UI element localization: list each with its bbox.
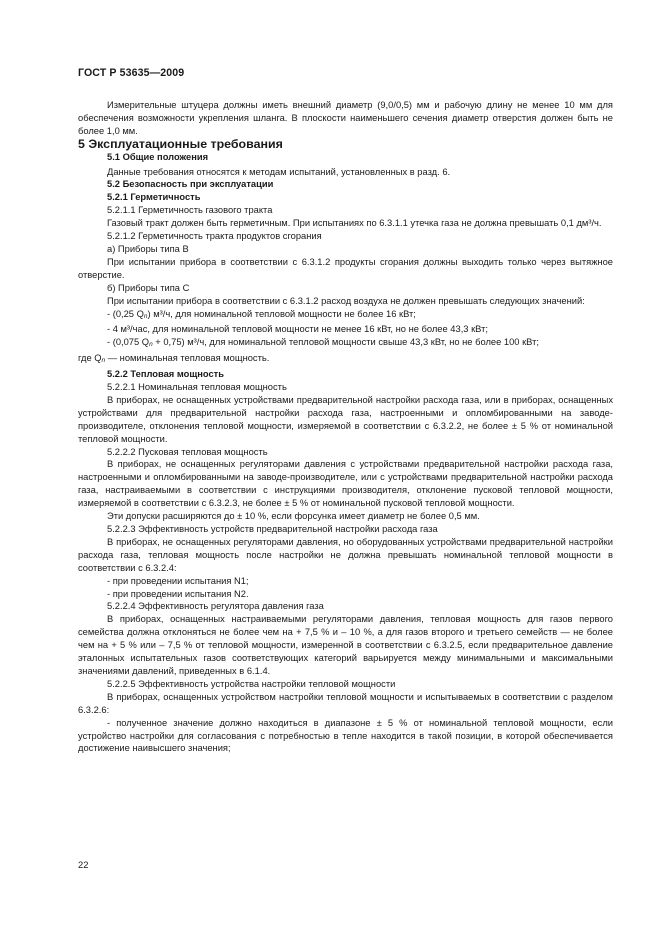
paragraph-type-c: При испытании прибора в соответствии с 6.3.1.2 расход воздуха не должен превышать следующих значений:	[107, 295, 585, 306]
formula-text: — номинальная тепловая мощность.	[105, 353, 270, 364]
clause-heading-5-2-1-1: 5.2.1.1 Герметичность газового тракта	[107, 205, 273, 216]
subsection-heading-5-1: 5.1 Общие положения	[107, 151, 209, 162]
clause-heading-5-2-2-3: 5.2.2.3 Эффективность устройств предварительной настройки расхода газа	[107, 524, 438, 534]
formula-text: ) м³/ч, для номинальной тепловой мощности не более 16 кВт;	[147, 308, 416, 319]
air-flow-item-2: - 4 м³/час, для номинальной тепловой мощности не менее 16 кВт, но не более 43,3 кВт;	[107, 324, 488, 335]
list-item-a: а) Приборы типа В	[107, 243, 189, 254]
paragraph-5-2-2-3: В приборах, не оснащенных регуляторами давления, но оборудованных устройствами предварительной настройки расхода газа, тепловая мощность после настройки не должна превышать номинальной тепловой мощности в соответствии с 6.3.2.4:	[78, 536, 613, 573]
list-item-n1: - при проведении испытания N1;	[107, 575, 249, 586]
formula-where-note	[78, 352, 613, 368]
clause-heading-5-2-1-2: 5.2.1.2 Герметичность тракта продуктов сгорания	[107, 231, 322, 242]
formula-subscript: n	[143, 312, 148, 320]
air-flow-item-1	[78, 308, 613, 324]
formula-subscript: n	[149, 341, 153, 349]
list-item-b: б) Приборы типа С	[107, 282, 190, 293]
subsection-heading-5-2: 5.2 Безопасность при эксплуатации	[107, 179, 274, 190]
clause-heading-5-2-2-2: 5.2.2.2 Пусковая тепловая мощность	[107, 446, 268, 457]
subsection-heading-5-2-1: 5.2.1 Герметичность	[107, 192, 201, 203]
list-item-power-range: - полученное значение должно находиться в диапазоне ± 5 % от номинальной тепловой мощности, если устройство настройки для согласования с потребностью в тепле находится в такой позиции, в которой обеспечивается достижение наивысшего значения;	[78, 717, 613, 754]
formula-text: где Q	[78, 353, 102, 364]
paragraph-5-2-1-1: Газовый тракт должен быть герметичным. При испытаниях по 6.3.1.1 утечка газа не должна превышать 0,1 дм³/ч.	[107, 218, 602, 229]
paragraph-5-2-2-5: В приборах, оснащенных устройством настройки тепловой мощности и испытываемых в соответствии с разделом 6.3.2.6:	[78, 691, 613, 715]
paragraph-fittings: Измерительные штуцера должны иметь внешний диаметр (9,0/0,5) мм и рабочую длину не менее 10 мм для обеспечения возможности укрепления шланга. В плоскости наименьшего сечения диаметр отверстия должен быть не более 1,0 мм.	[78, 100, 613, 136]
air-flow-item-3	[78, 336, 613, 352]
list-item-n2: - при проведении испытания N2.	[107, 588, 249, 599]
paragraph-5-2-2-2-tolerance: Эти допуски расширяются до ± 10 %, если форсунка имеет диаметр не более 0,5 мм.	[107, 511, 480, 522]
paragraph-type-b: При испытании прибора в соответствии с 6.3.1.2 продукты сгорания должны выходить только через вытяжное отверстие.	[78, 256, 613, 280]
paragraph-5-2-2-4: В приборах, оснащенных настраиваемыми регуляторами давления, тепловая мощность для газов первого семейства должна отклоняться не более чем на + 7,5 % и – 10 %, а для газов второго и третьего семейств — не более чем на + 5 % или – 7,5 % от тепловой мощности, измеренной в соответствии с 6.3.2.5, если предварительное давление эталонных испытательных газов соответствующих категорий варьируется между минимальными и максимальными значениями давлений, приведенных в 6.1.4.	[78, 614, 613, 676]
section-heading-5: 5 Эксплуатационные требования	[78, 136, 283, 151]
document-header: ГОСТ Р 53635—2009	[78, 67, 185, 79]
clause-heading-5-2-2-5: 5.2.2.5 Эффективность устройства настройки тепловой мощности	[107, 678, 396, 689]
formula-text: - (0,075 Q	[107, 337, 150, 348]
clause-heading-5-2-2-1: 5.2.2.1 Номинальная тепловая мощность	[107, 382, 287, 393]
document-body	[78, 99, 613, 755]
formula-text: + 0,75) м³/ч, для номинальной тепловой мощности свыше 43,3 кВт, но не более 100 кВт;	[152, 337, 539, 348]
clause-heading-5-2-2-4: 5.2.2.4 Эффективность регулятора давления газа	[107, 601, 324, 612]
formula-text: - (0,25 Q	[107, 308, 144, 319]
paragraph-5-2-2-1: В приборах, не оснащенных устройствами предварительной настройки расхода газа, или в приборах, оснащенных устройствами для предварительной настройки расхода газа, настроенными и опломбированными на заводе-производителе, отклонения тепловой мощности, измеряемой в соответствии с 6.3.2.2, не более ± 5 % от номинальной тепловой мощности.	[78, 394, 613, 444]
page-number: 22	[78, 860, 89, 870]
paragraph-5-2-2-2: В приборах, не оснащенных регуляторами давления с устройствами предварительной настройки расхода газа, настроенными и опломбированными на заводе-производителе, или с устройствами предварительной настройки расхода газа, настраиваемыми в соответствии с инструкциями производителя, отклонение пусковой тепловой мощности, измеряемой в соответствии с 6.3.2.3, не более ± 5 % от номинальной пусковой тепловой мощности.	[78, 459, 613, 509]
subsection-heading-5-2-2: 5.2.2 Тепловая мощность	[107, 369, 224, 380]
formula-subscript: n	[101, 357, 106, 365]
paragraph-5-1: Данные требования относятся к методам испытаний, установленных в разд. 6.	[107, 166, 451, 177]
